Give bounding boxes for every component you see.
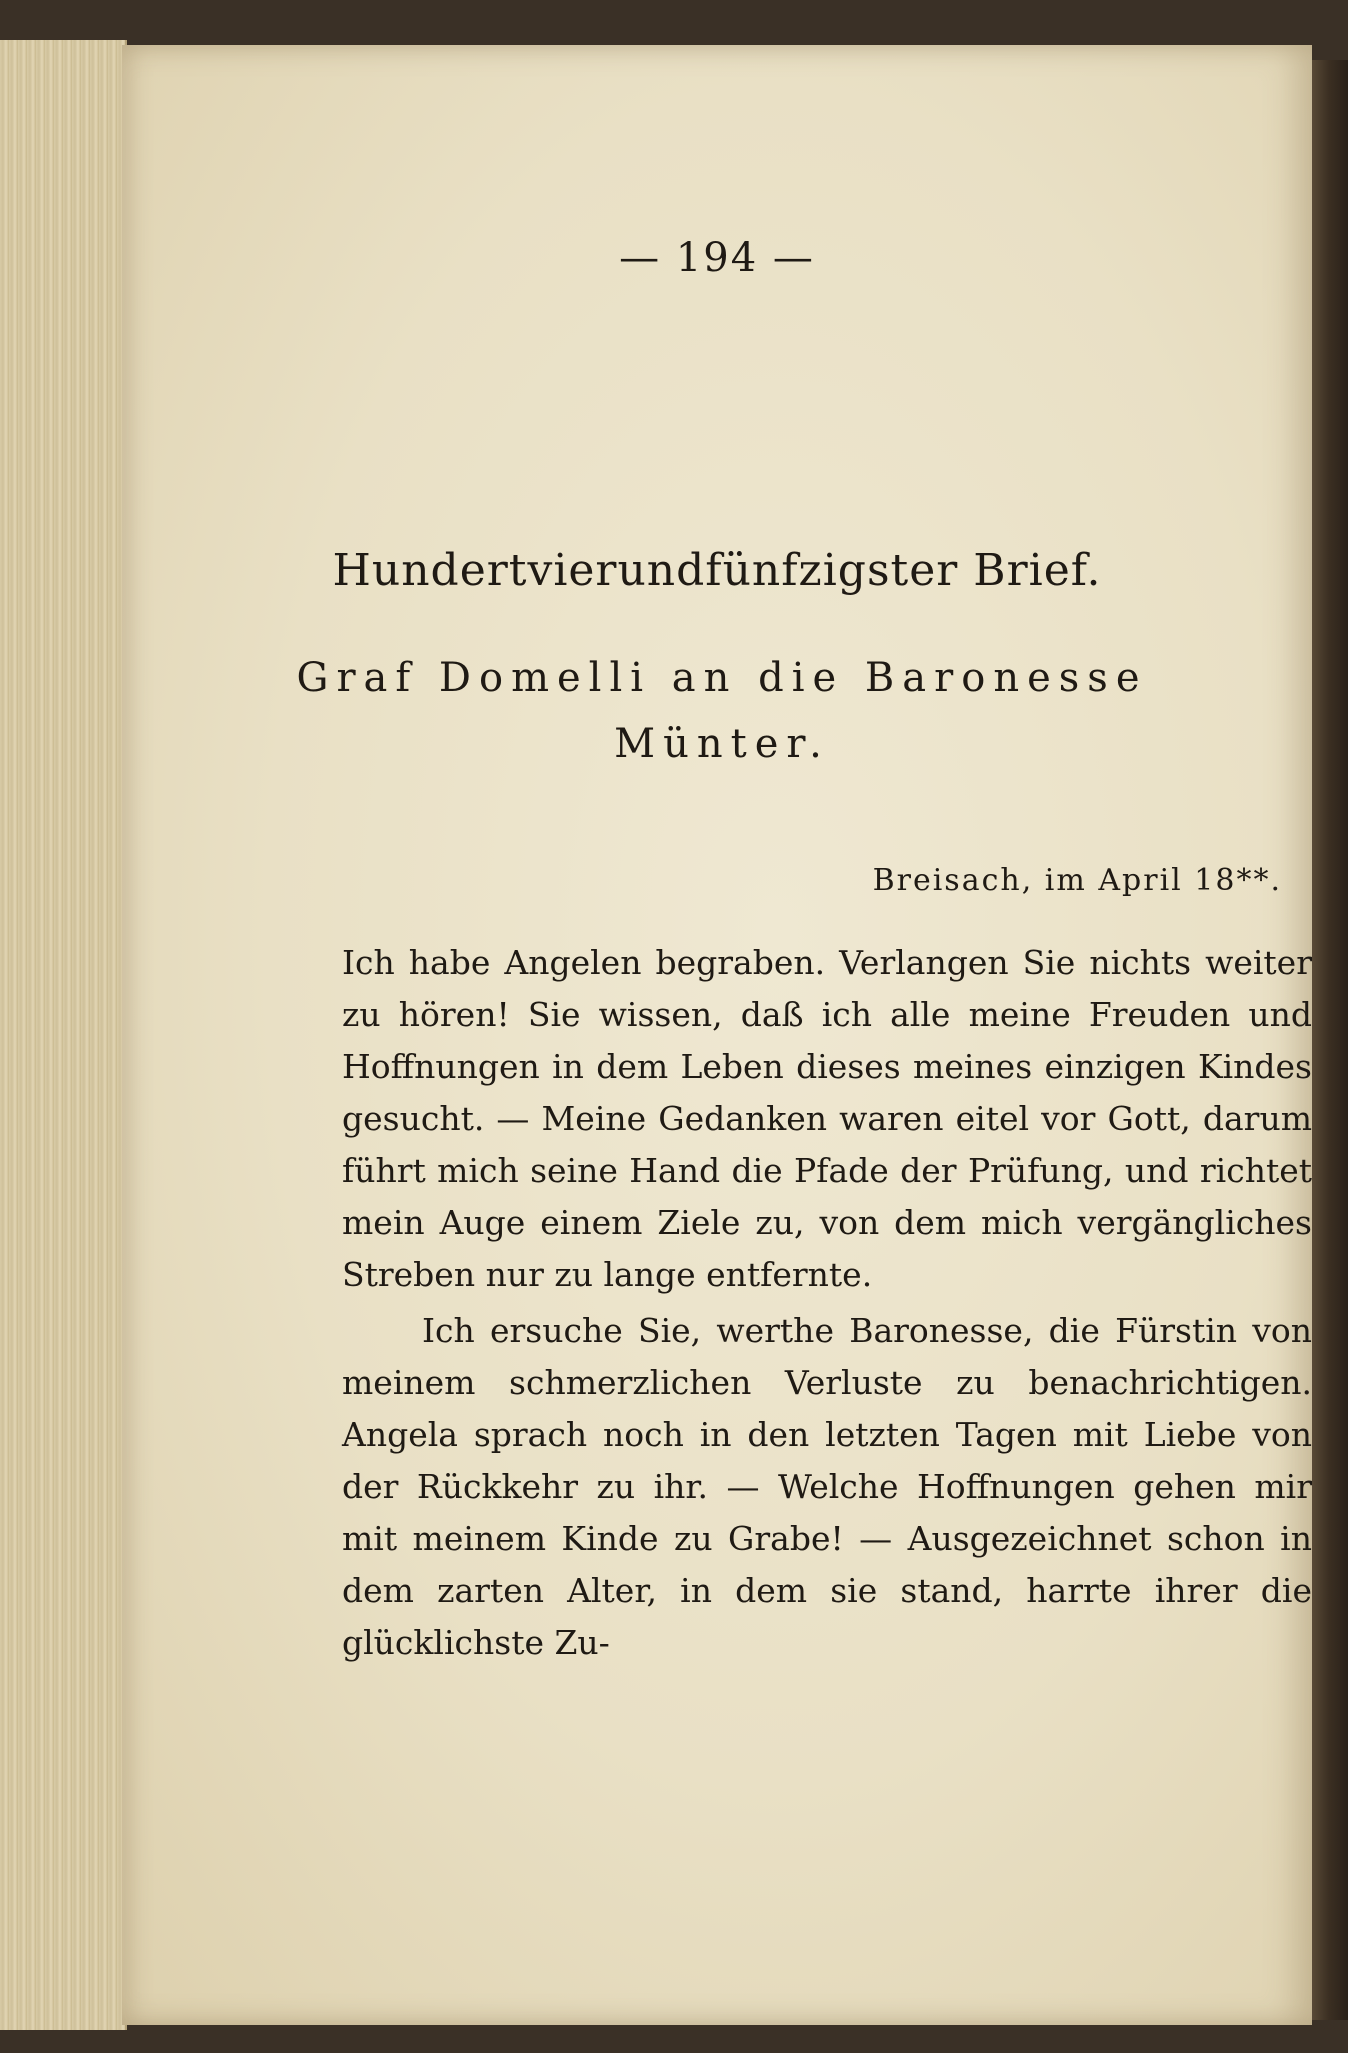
paragraph: Ich habe Angelen begraben. Verlangen Sie nichts weiter zu hören! Sie wissen, daß ich alle meine Freuden und Hoffnungen in dem Leben dieses meines einzigen Kindes gesucht. — Meine Gedanken waren eitel vor Gott, darum führt mich seine Hand die Pfade der Prüfung, und richtet mein Auge einem Ziele zu, von dem mich vergängliches Streben nur zu lange entfernte. [342, 943, 1312, 1294]
dateline: Breisach, im April 18**. [872, 863, 1282, 898]
page-edges [0, 40, 127, 2030]
book-page [122, 45, 1312, 2025]
letter-subtitle: Graf Domelli an die Baronesse Münter. [296, 655, 1148, 767]
paragraph: Ich ersuche Sie, werthe Baronesse, die Fürstin von meinem schmerzlichen Verluste zu benachrichtigen. Angela sprach noch in den letzten Tagen mit Liebe von der Rückkehr zu ihr. — Welche Hoffnungen gehen mir mit meinem Kinde zu Grabe! — Ausgezeichnet schon in dem zarten Alter, in dem sie stand, harrte ihrer die glücklichste Zu- [342, 1311, 1312, 1662]
letter-body [342, 937, 1312, 1669]
page-number: — 194 — [619, 235, 815, 281]
letter-title: Hundertvierundfünfzigster Brief. [332, 545, 1102, 596]
